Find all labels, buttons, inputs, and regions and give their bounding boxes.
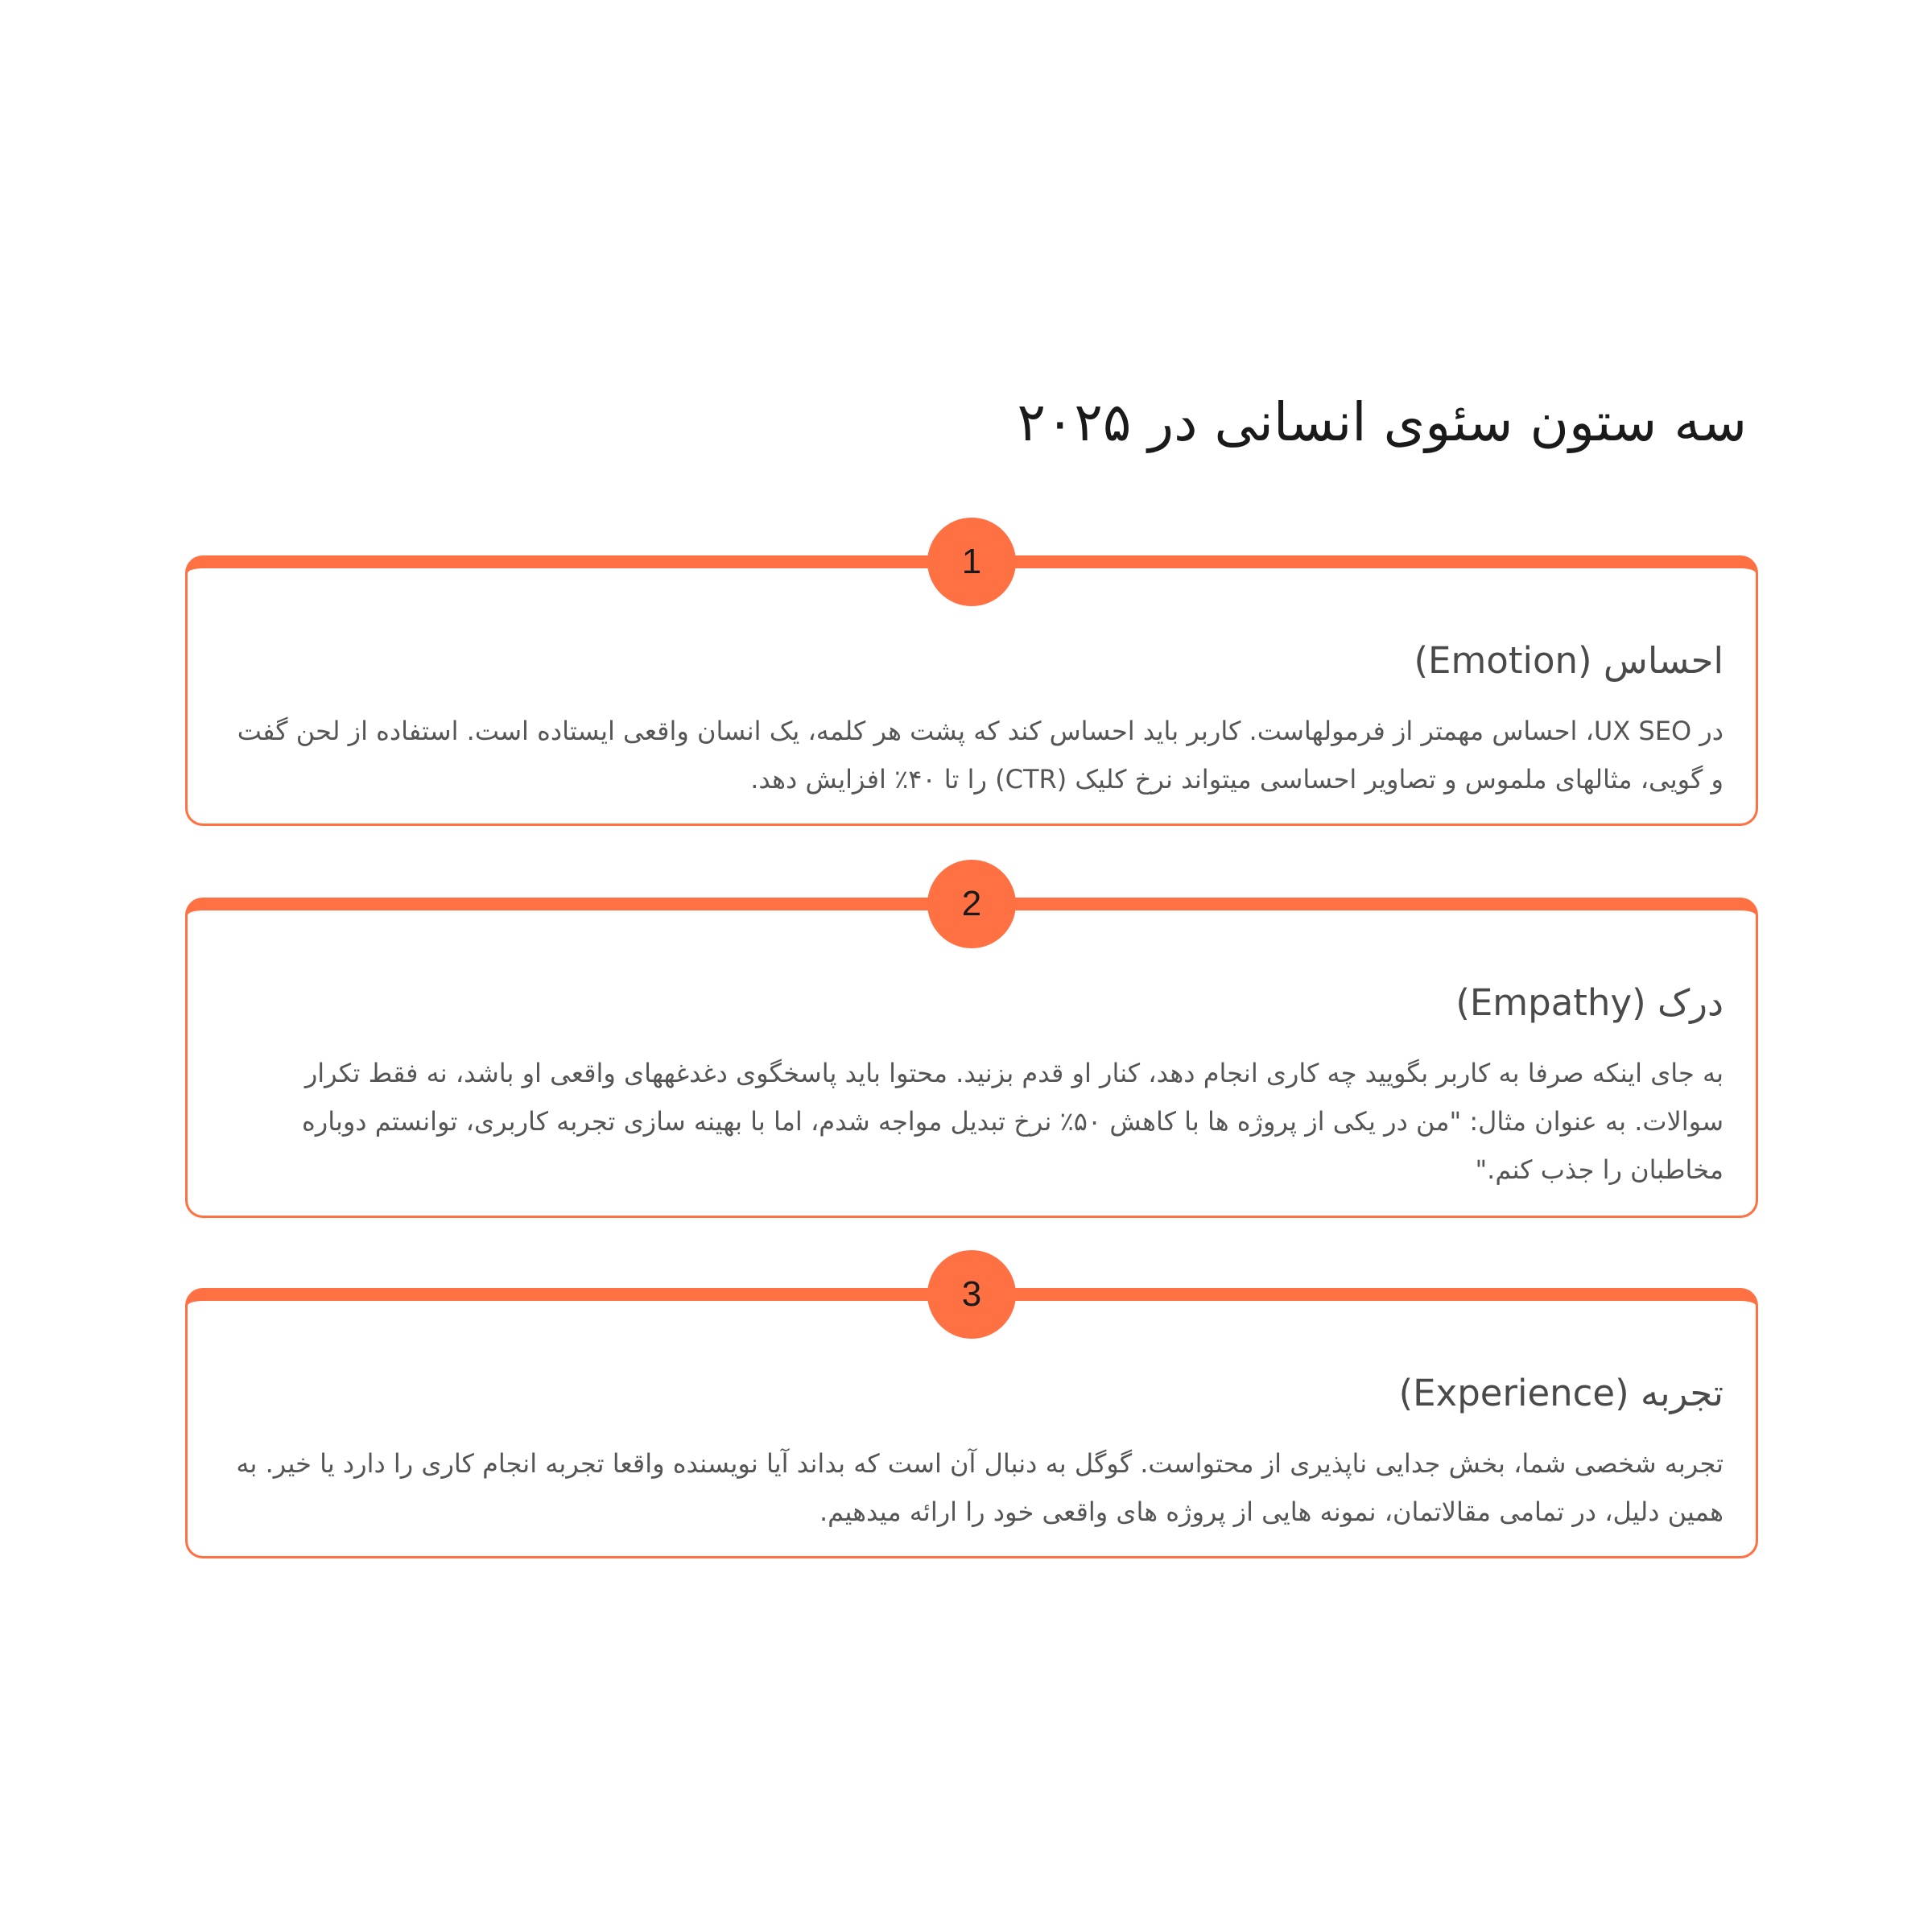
page-title: سه ستون سئوی انسانی در ۲۰۲۵	[1017, 391, 1747, 453]
card-body	[223, 1365, 1724, 1536]
card-title: تجربه (Experience)	[1398, 1372, 1724, 1414]
step-number-badge: 2	[927, 860, 1016, 948]
card-body	[223, 975, 1724, 1194]
step-number-badge: 3	[927, 1250, 1016, 1339]
card-description: به جای اینکه صرفا به کاربر بگویید چه کاری انجام دهد، کنار او قدم بزنید. محتوا باید پاسخگوی دغدغههای واقعی او باشد، نه فقط تکرار سوالات. به عنوان مثال: "من در یکی از پروژه ها با کاهش ۵۰٪ نرخ تبدیل مواجه شدم، اما با بهینه سازی تجربه کاربری، توانستم دوباره مخاطبان را جذب کنم."	[301, 1058, 1724, 1185]
step-number-badge: 1	[927, 518, 1016, 606]
card-title: درک (Empathy)	[1455, 981, 1724, 1024]
pillar-card-experience	[185, 1274, 1758, 1558]
card-title: احساس (Emotion)	[1414, 639, 1724, 682]
pillar-card-emotion	[185, 542, 1758, 826]
card-body	[223, 633, 1724, 803]
card-description: در UX SEO، احساس مهمتر از فرمولهاست. کاربر باید احساس کند که پشت هر کلمه، یک انسان واقعی ایستاده است. استفاده از لحن گفت و گویی، مثالهای ملموس و تصاویر احساسی میتواند نرخ کلیک (CTR) را تا ۴۰٪ افزایش دهد.	[237, 716, 1724, 795]
pillar-card-empathy	[185, 884, 1758, 1218]
card-description: تجربه شخصی شما، بخش جدایی ناپذیری از محتواست. گوگل به دنبال آن است که بداند آیا نویسنده واقعا تجربه انجام کاری را دارد یا خیر. به همین دلیل، در تمامی مقالاتمان، نمونه هایی از پروژه های واقعی خود را ارائه میدهیم.	[236, 1448, 1724, 1527]
